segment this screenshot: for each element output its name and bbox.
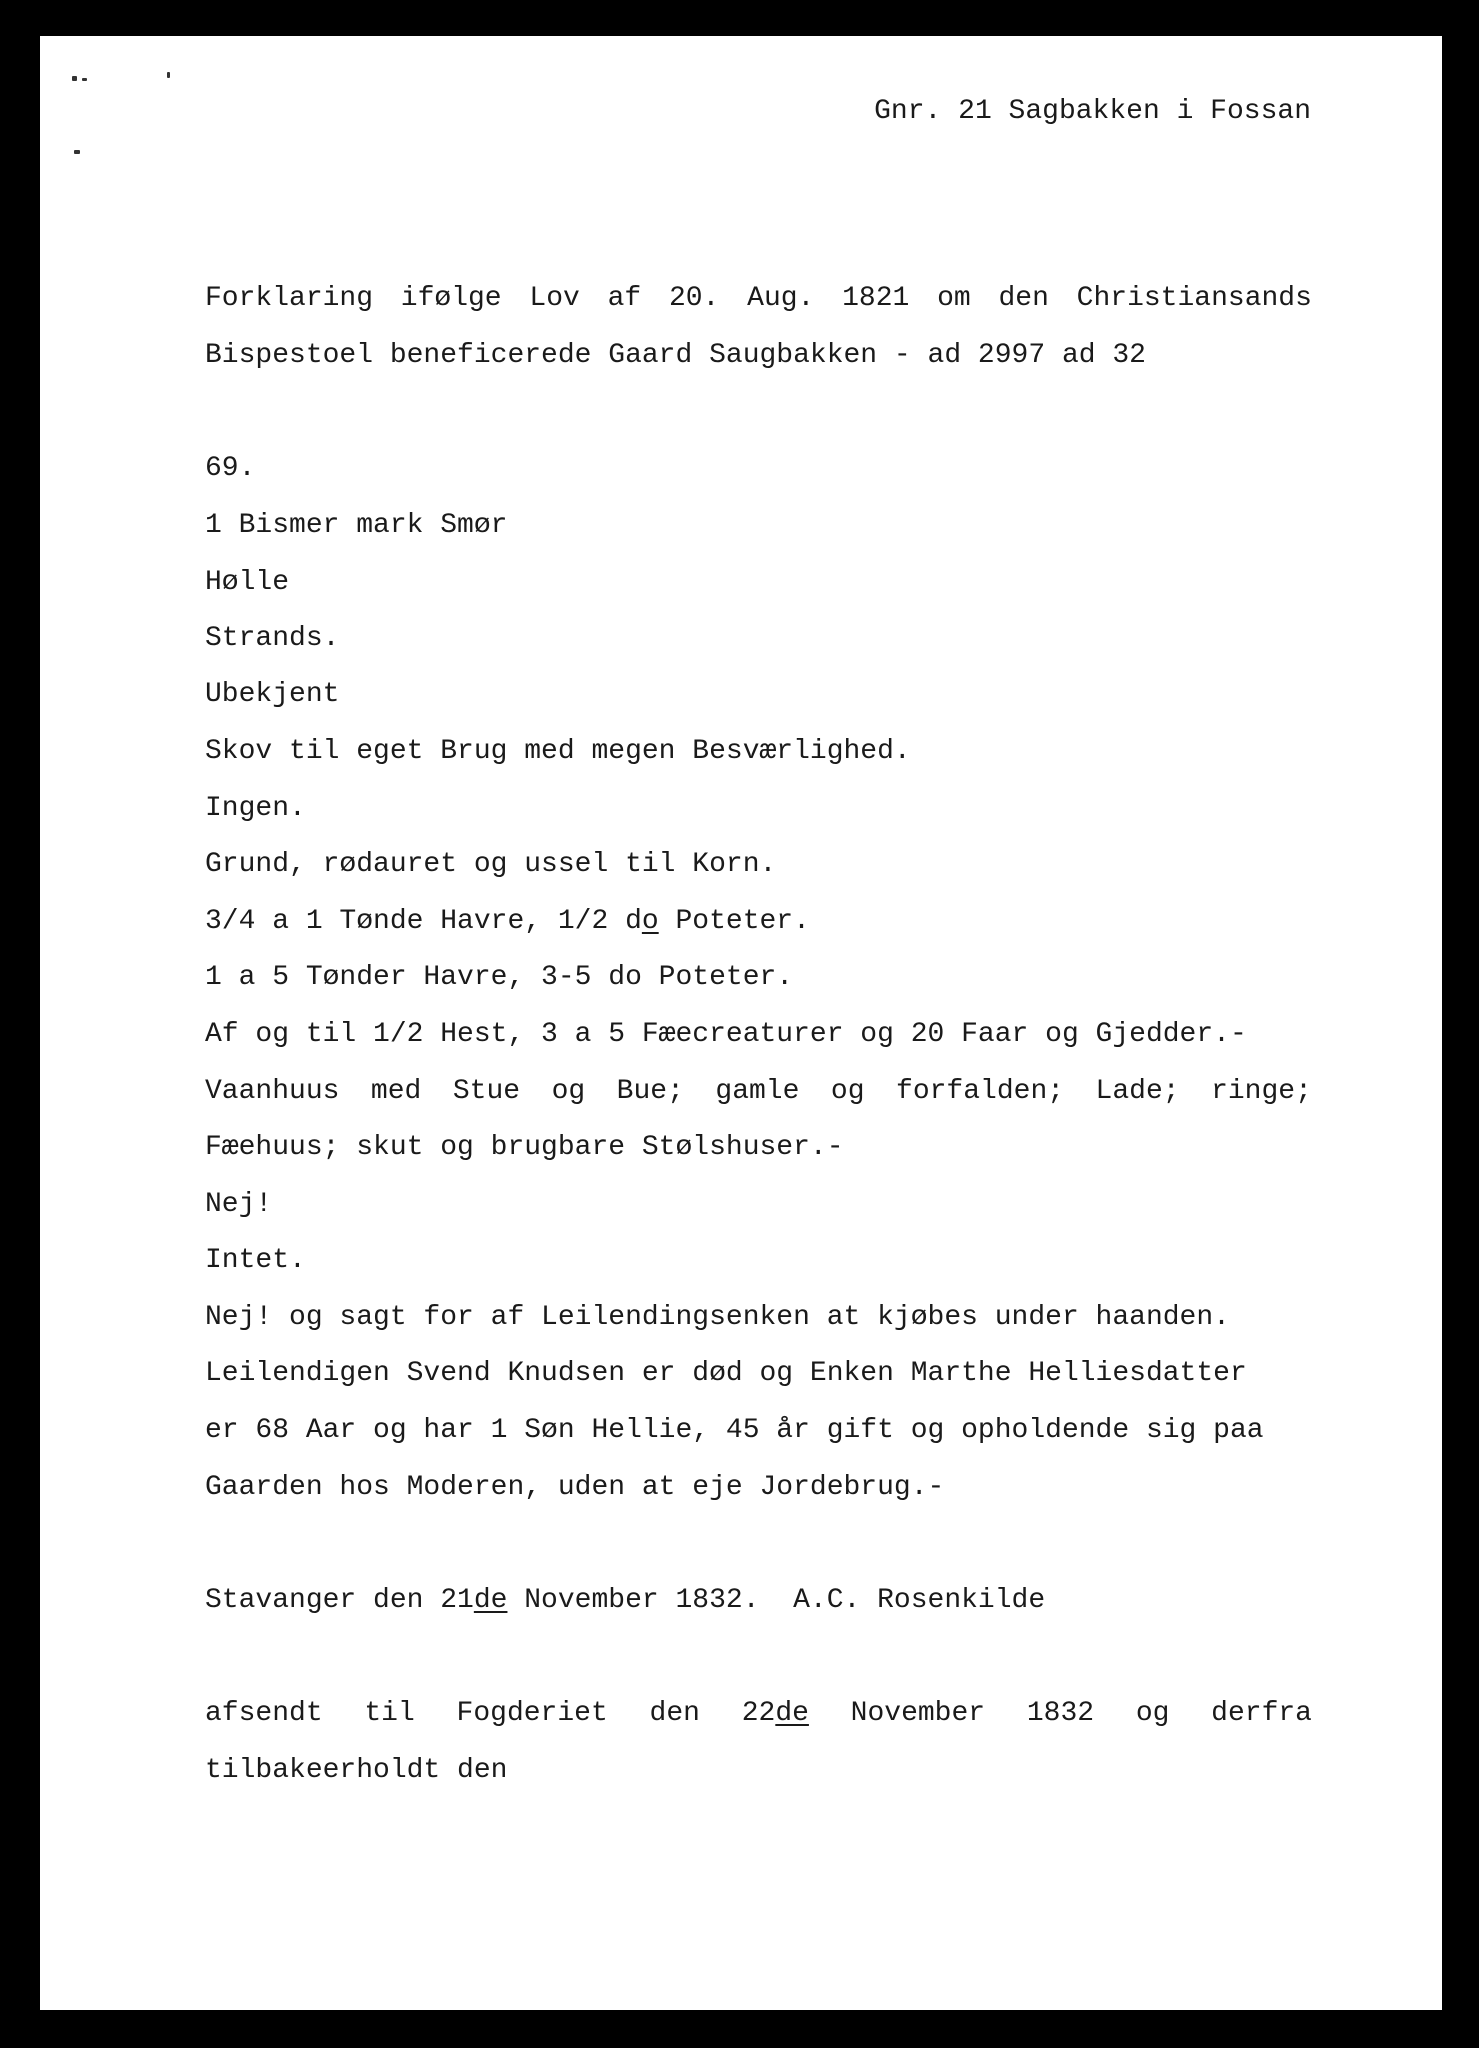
entry-line: er 68 Aar og har 1 Søn Hellie, 45 år gift og opholdende sig paa <box>205 1415 1264 1446</box>
entry-line: 69. <box>205 453 256 484</box>
entry-line: Leilendigen Svend Knudsen er død og Enken Marthe Helliesdatter <box>205 1358 1247 1389</box>
entry-line: Fæehuus; skut og brugbare Stølshuser.- <box>205 1132 844 1163</box>
entry-line-vaanhuus: Vaanhuus med Stue og Bue; gamle og forfalden; Lade; ringe; <box>205 1076 1312 1107</box>
sent-line-1: afsendt til Fogderiet den 22de November 1832 og derfra <box>205 1698 1312 1729</box>
entry-line: Gaarden hos Moderen, uden at eje Jordebrug.- <box>205 1472 945 1503</box>
entry-line: Hølle <box>205 567 290 598</box>
entry-line: Strands. <box>205 623 340 654</box>
entry-line: Ubekjent <box>205 679 340 710</box>
signature-line: Stavanger den 21de November 1832. A.C. Rosenkilde <box>205 1585 1046 1616</box>
page-header: Gnr. 21 Sagbakken i Fossan <box>874 96 1311 127</box>
sent-line-2: tilbakeerholdt den <box>205 1755 508 1786</box>
entry-line: Skov til eget Brug med megen Besværlighed. <box>205 736 911 767</box>
entry-line: Nej! og sagt for af Leilendingsenken at kjøbes under haanden. <box>205 1302 1230 1333</box>
entry-line: Intet. <box>205 1245 306 1276</box>
title-line-1: Forklaring ifølge Lov af 20. Aug. 1821 om den Christiansands <box>205 283 1312 314</box>
entry-line: Grund, rødauret og ussel til Korn. <box>205 849 777 880</box>
entry-line: Nej! <box>205 1189 273 1220</box>
title-line-2: Bispestoel beneficerede Gaard Saugbakken - ad 2997 ad 32 <box>205 340 1146 371</box>
entry-line: Ingen. <box>205 793 306 824</box>
entry-line: 1 Bismer mark Smør <box>205 510 508 541</box>
entry-line: 1 a 5 Tønder Havre, 3-5 do Poteter. <box>205 962 794 993</box>
entry-line-tonde: 3/4 a 1 Tønde Havre, 1/2 do Poteter. <box>205 906 810 937</box>
document-page <box>40 36 1442 2010</box>
entry-line: Af og til 1/2 Hest, 3 a 5 Fæecreaturer og 20 Faar og Gjedder.- <box>205 1019 1247 1050</box>
